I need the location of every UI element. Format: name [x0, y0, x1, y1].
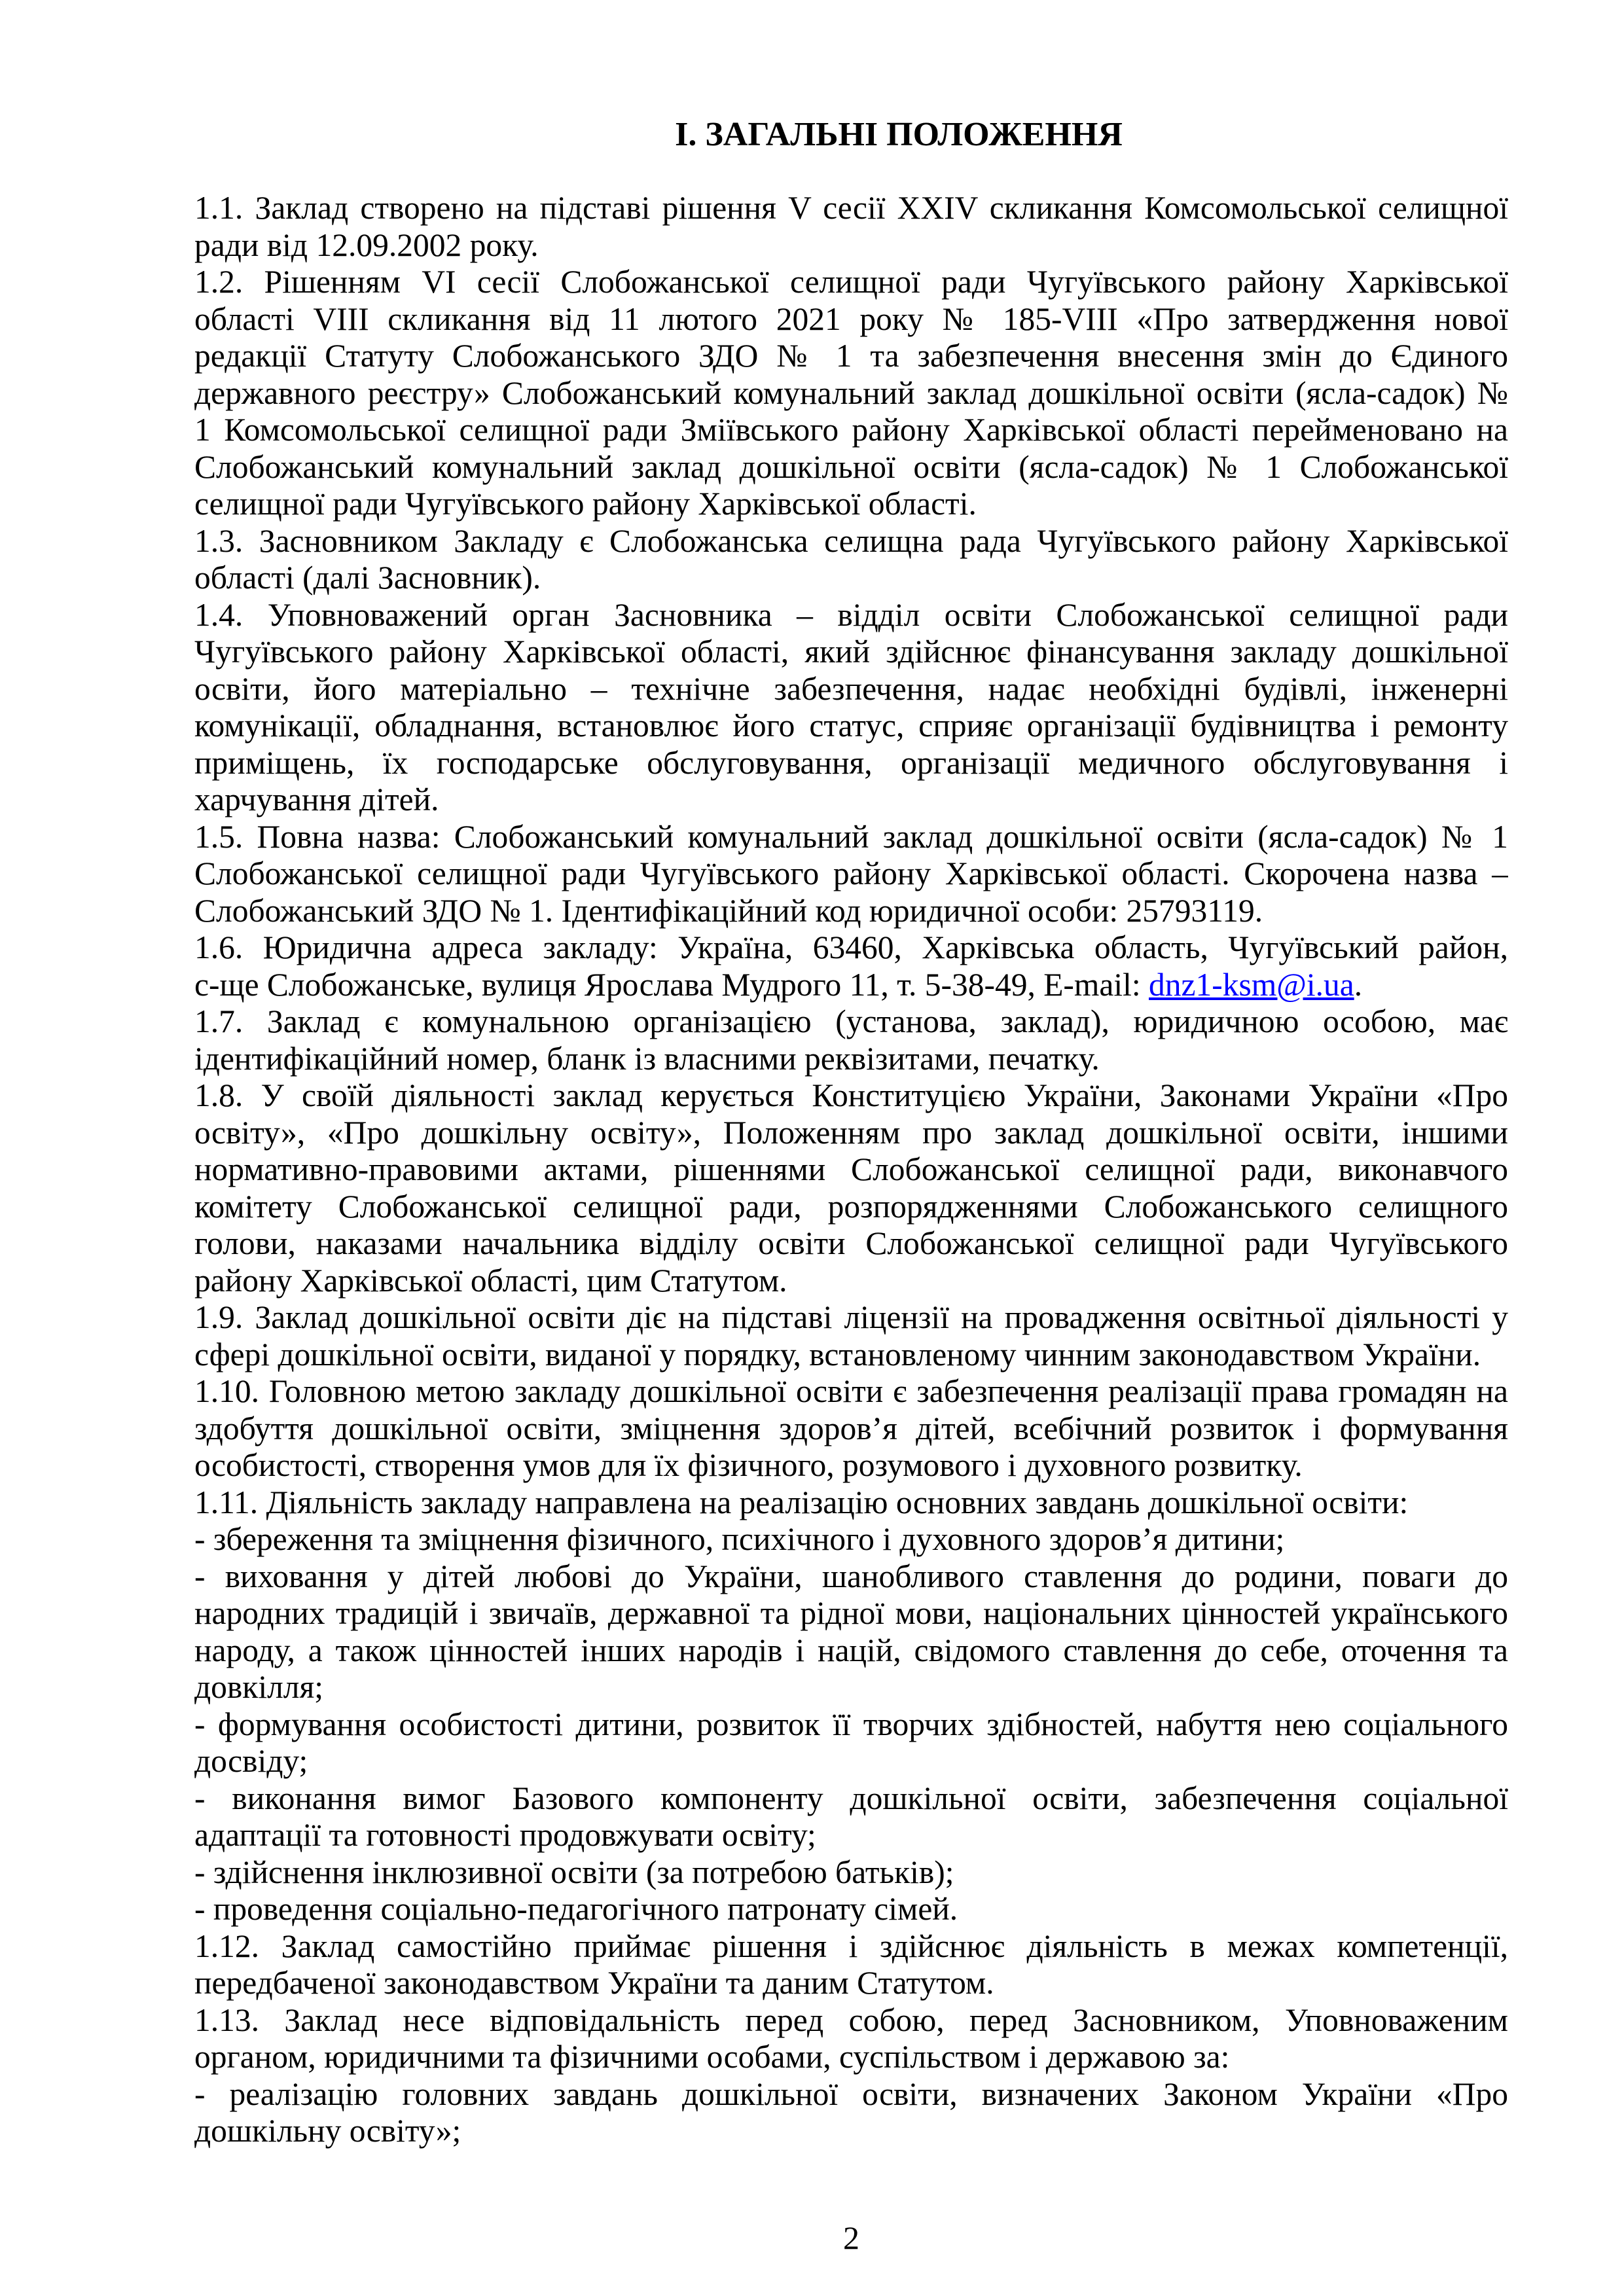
paragraph-1-9	[194, 1299, 1508, 1373]
text-line: - збереження та зміцнення фізичного, психічного і духовного здоров’я дитини;	[194, 1521, 1285, 1557]
text-line: 1.7. Заклад є комунальною організацією (установа, заклад), юридичною особою, має	[194, 1003, 1508, 1039]
paragraph-1-2	[194, 264, 1508, 523]
bullet-item	[194, 1521, 1508, 1558]
text-line: 1.9. Заклад дошкільної освіти діє на підставі ліцензії на провадження освітньої діяльності у	[194, 1299, 1508, 1335]
text-line: - проведення соціально-педагогічного патронату сімей.	[194, 1891, 958, 1927]
bullet-item	[194, 1854, 1508, 1892]
page-number: 2	[843, 2219, 859, 2256]
paragraph-1-6	[194, 929, 1508, 1003]
text-line: Чугуївського району Харківської області, який здійснює фінансування закладу дошкільної	[194, 634, 1508, 670]
email-link[interactable]: dnz1-ksm@i.ua	[1149, 966, 1354, 1003]
bullet-item	[194, 1706, 1508, 1780]
text-line: 1.2. Рішенням VI сесії Слобожанської селищної ради Чугуївського району Харківської	[194, 264, 1508, 300]
text-line: - формування особистості дитини, розвиток її творчих здібностей, набуття нею соціального	[194, 1706, 1508, 1742]
paragraph-1-10	[194, 1373, 1508, 1484]
text-line: комітету Слобожанської селищної ради, розпорядженнями Слобожанського селищного	[194, 1188, 1508, 1225]
bullet-item	[194, 2076, 1508, 2150]
text-line: Слобожанської селищної ради Чугуївського району Харківської області. Скорочена назва –	[194, 855, 1508, 891]
text-line: голови, наказами начальника відділу освіти Слобожанської селищної ради Чугуївського	[194, 1225, 1508, 1261]
text-line: селищної ради Чугуївського району Харківської області.	[194, 486, 977, 522]
text-line: ради від 12.09.2002 року.	[194, 226, 539, 263]
text-line: - здійснення інклюзивної освіти (за потребою батьків);	[194, 1854, 954, 1890]
text-line: - виконання вимог Базового компоненту дошкільної освіти, забезпечення соціальної	[194, 1780, 1508, 1816]
text-line: довкілля;	[194, 1669, 324, 1705]
period: .	[1354, 966, 1363, 1003]
text-line: області VIII скликання від 11 лютого 2021 року № 185-VIII «Про затвердження нової	[194, 300, 1508, 337]
text-line: приміщень, їх господарське обслуговування, організації медичного обслуговування і	[194, 744, 1508, 781]
text-line: 1.1. Заклад створено на підставі рішення V сесії XXIV скликання Комсомольської селищної	[194, 190, 1508, 226]
text-line: району Харківської області, цим Статутом.	[194, 1262, 787, 1299]
paragraph-1-5	[194, 819, 1508, 930]
text-line: 1.11. Діяльність закладу направлена на реалізацію основних завдань дошкільної освіти:	[194, 1484, 1409, 1520]
text-line: 1.10. Головною метою закладу дошкільної освіти є забезпечення реалізації права громадян на	[194, 1373, 1508, 1409]
paragraph-1-13	[194, 2002, 1508, 2076]
paragraph-1-12	[194, 1928, 1508, 2002]
paragraph-1-4	[194, 597, 1508, 819]
text-line: освіти, його матеріально – технічне забезпечення, надає необхідні будівлі, інженерні	[194, 670, 1508, 707]
paragraph-1-7	[194, 1003, 1508, 1077]
text-line: освіту», «Про дошкільну освіту», Положенням про заклад дошкільної освіти, іншими	[194, 1114, 1508, 1151]
text-line: 1.5. Повна назва: Слобожанський комунальний заклад дошкільної освіти (ясла-садок) № 1	[194, 818, 1508, 855]
text-line: - реалізацію головних завдань дошкільної освіти, визначених Законом України «Про	[194, 2075, 1508, 2112]
text-line: області (далі Засновник).	[194, 560, 541, 596]
bullet-item	[194, 1891, 1508, 1928]
text-line: органом, юридичними та фізичними особами, суспільством і державою за:	[194, 2039, 1230, 2075]
text-line: комунікації, обладнання, встановлює його статус, сприяє організації будівництва і ремонту	[194, 708, 1508, 744]
text-line: 1.13. Заклад несе відповідальність перед собою, перед Засновником, Уповноваженим	[194, 2001, 1508, 2038]
text-line: нормативно-правовими актами, рішеннями Слобожанської селищної ради, виконавчого	[194, 1151, 1508, 1187]
text-line: Слобожанський ЗДО № 1. Ідентифікаційний код юридичної особи: 25793119.	[194, 892, 1263, 929]
text-line: редакції Статуту Слобожанського ЗДО № 1 та забезпечення внесення змін до Єдиного	[194, 338, 1508, 374]
text-line: 1.4. Уповноважений орган Засновника – відділ освіти Слобожанської селищної ради	[194, 596, 1508, 633]
text-line: 1.3. Засновником Закладу є Слобожанська селищна рада Чугуївського району Харківської	[194, 522, 1508, 559]
text-line: дошкільну освіту»;	[194, 2113, 461, 2149]
text-line: особистості, створення умов для їх фізичного, розумового і духовного розвитку.	[194, 1447, 1303, 1483]
paragraph-1-1	[194, 190, 1508, 264]
text-line: сфері дошкільної освіти, виданої у порядку, встановленому чинним законодавством України.	[194, 1336, 1481, 1372]
text-line: досвіду;	[194, 1743, 308, 1779]
paragraph-1-8	[194, 1077, 1508, 1299]
text-line: 1.8. У своїй діяльності заклад керується Конституцією України, Законами України «Про	[194, 1077, 1508, 1113]
text-line: 1.12. Заклад самостійно приймає рішення і здійснює діяльність в межах компетенції,	[194, 1928, 1508, 1964]
text-line: 1.6. Юридична адреса закладу: Україна, 63460, Харківська область, Чугуївський район,	[194, 929, 1508, 965]
text-line: ідентифікаційний номер, бланк із власними реквізитами, печатку.	[194, 1040, 1100, 1077]
bullet-item	[194, 1558, 1508, 1706]
text-line: харчування дітей.	[194, 781, 439, 817]
text-line: народу, а також цінностей інших народів і націй, свідомого ставлення до себе, оточення та	[194, 1632, 1508, 1668]
document-body	[194, 190, 1508, 2150]
text-line: державного реєстру» Слобожанський комунальний заклад дошкільної освіти (ясла-садок) №	[194, 374, 1508, 411]
text-line: адаптації та готовності продовжувати освіту;	[194, 1817, 816, 1853]
text-line: - виховання у дітей любові до України, шанобливого ставлення до родини, поваги до	[194, 1558, 1508, 1594]
text-line: народних традицій і звичаїв, державної та рідної мови, національних цінностей українського	[194, 1595, 1508, 1631]
bullet-item	[194, 1780, 1508, 1854]
text-line: Слобожанський комунальний заклад дошкільної освіти (ясла-садок) № 1 Слобожанської	[194, 448, 1508, 485]
text-line: передбаченої законодавством України та даним Статутом.	[194, 1965, 994, 2001]
text-line: здобуття дошкільної освіти, зміцнення здоров’я дітей, всебічний розвиток і формування	[194, 1410, 1508, 1446]
paragraph-1-11	[194, 1484, 1508, 1522]
section-title: І. ЗАГАЛЬНІ ПОЛОЖЕННЯ	[675, 116, 1123, 153]
address-text: с-ще Слобожанське, вулиця Ярослава Мудрого 11, т. 5-38-49, E-mail:	[194, 966, 1149, 1003]
text-line	[194, 967, 1508, 1004]
paragraph-1-3	[194, 523, 1508, 597]
text-line: 1 Комсомольської селищної ради Зміївського району Харківської області перейменовано на	[194, 412, 1508, 448]
